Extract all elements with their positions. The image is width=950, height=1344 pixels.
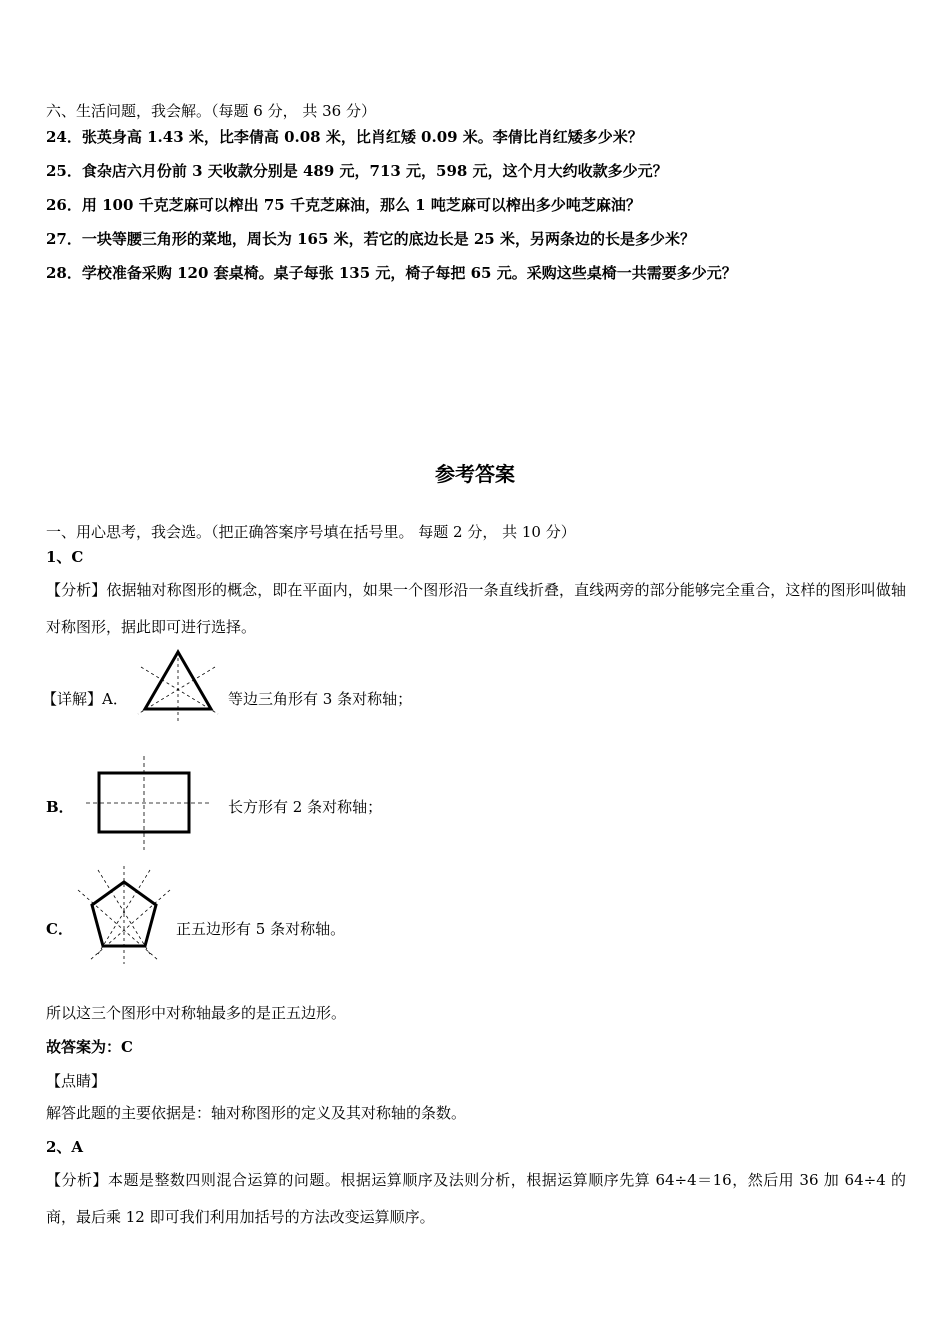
answers-title: 参考答案 xyxy=(435,462,515,486)
answer-1-label: 1、C xyxy=(46,548,84,566)
question-24: 24．张英身高 1.43 米，比李倩高 0.08 米，比肖红矮 0.09 米。李倩比肖红矮多少米？ xyxy=(46,128,643,146)
answer-1-final: 故答案为：C xyxy=(46,1038,133,1056)
answer-1-tip-label: 【点睛】 xyxy=(46,1072,107,1090)
detail-a-text: 等边三角形有 3 条对称轴； xyxy=(228,690,413,708)
question-28: 28．学校准备采购 120 套桌椅。桌子每张 135 元，椅子每把 65 元。采购这些桌椅一共需要多少元？ xyxy=(46,264,737,282)
detail-a-label: 【详解】A． xyxy=(42,690,128,708)
detail-b-label: B． xyxy=(46,798,74,816)
pentagon-symmetry-figure xyxy=(78,864,174,966)
detail-c-label: C． xyxy=(46,920,73,938)
question-27: 27．一块等腰三角形的菜地，周长为 165 米，若它的底边长是 25 米，另两条边的长是多少米？ xyxy=(46,230,695,248)
question-25: 25．食杂店六月份前 3 天收款分别是 489 元，713 元，598 元，这个月大约收款多少元？ xyxy=(46,162,668,180)
answer-1-conclusion: 所以这三个图形中对称轴最多的是正五边形。 xyxy=(46,1004,347,1022)
answer-1-tip: 解答此题的主要依据是：轴对称图形的定义及其对称轴的条数。 xyxy=(46,1104,467,1122)
triangle-symmetry-figure xyxy=(138,648,218,728)
question-26: 26．用 100 千克芝麻可以榨出 75 千克芝麻油，那么 1 吨芝麻可以榨出多少吨芝麻油？ xyxy=(46,196,641,214)
answer-2-label: 2、A xyxy=(46,1138,84,1156)
answers-section1-header: 一、用心思考，我会选。（把正确答案序号填在括号里。 每题 2 分， 共 10 分） xyxy=(46,523,576,541)
detail-c-text: 正五边形有 5 条对称轴。 xyxy=(176,920,346,938)
section6-header: 六、生活问题，我会解。（每题 6 分， 共 36 分） xyxy=(46,102,376,120)
answer-1-analysis: 【分析】依据轴对称图形的概念，即在平面内，如果一个图形沿一条直线折叠，直线两旁的部分能够完全重合，这样的图形叫做轴对称图形，据此即可进行选择。 xyxy=(46,581,906,636)
rectangle-symmetry-figure xyxy=(86,756,210,850)
detail-b-text: 长方形有 2 条对称轴； xyxy=(228,798,383,816)
answer-2-analysis: 【分析】本题是整数四则混合运算的问题。根据运算顺序及法则分析，根据运算顺序先算 64÷4＝16，然后用 36 加 64÷4 的商，最后乘 12 即可我们利用加括号的方法改变运算顺序。 xyxy=(46,1171,906,1226)
